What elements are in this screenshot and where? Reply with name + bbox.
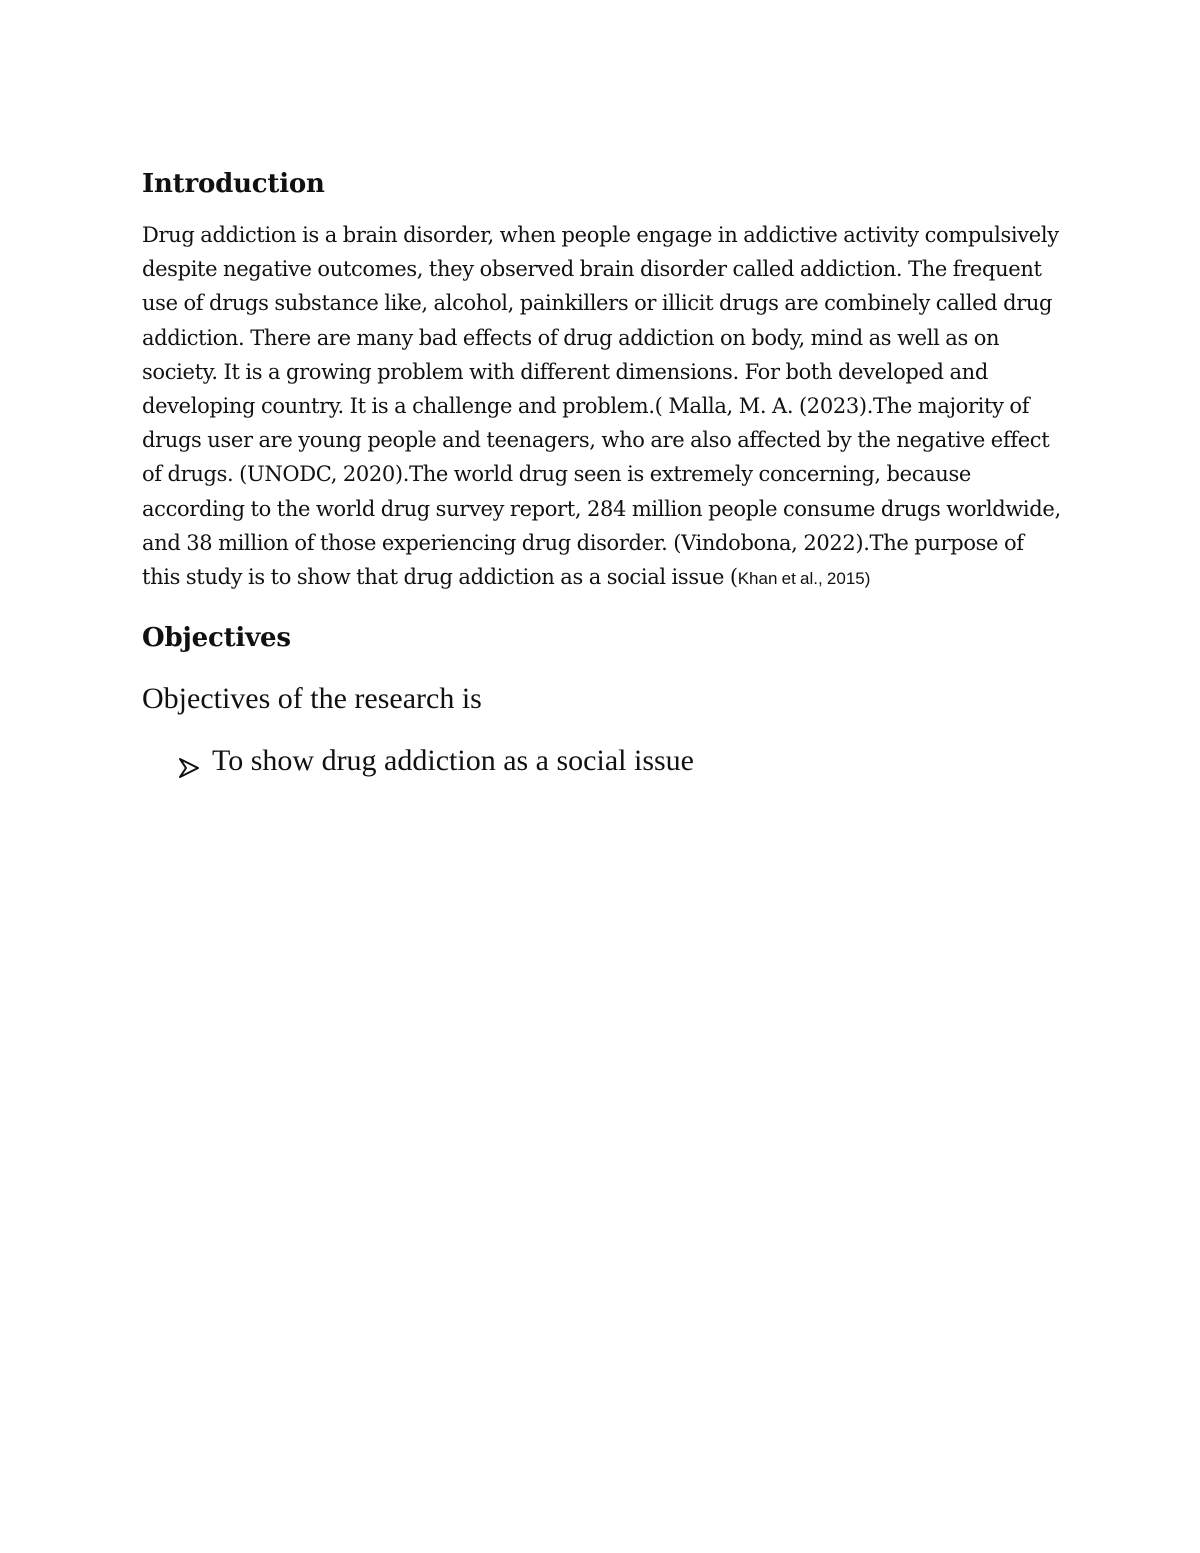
objective-item-text: To show drug addiction as a social issue	[212, 744, 694, 778]
introduction-paragraph	[142, 218, 1062, 596]
objective-list-item	[178, 741, 1062, 781]
objectives-heading: Objectives	[142, 623, 291, 654]
introduction-citation: Khan et al., 2015)	[737, 569, 871, 589]
objectives-list	[142, 741, 1062, 781]
document-content	[142, 164, 1062, 781]
objectives-lead-text: Objectives of the research is	[142, 682, 482, 716]
introduction-paragraph-text: Drug addiction is a brain disorder, when people engage in addictive activity compulsively despite negative outcomes, they observed brain disorder called addiction. The frequent use of drugs substance like, alcohol, painkillers or illicit drugs are combinely called drug addiction. There are many bad effects of drug addiction on body, mind as well as on society. It is a growing problem with different dimensions. For both developed and developing country. It is a challenge and problem.( Malla, M. A. (2023).The majority of drugs user are young people and teenagers, who are also affected by the negative effect of drugs. (UNODC, 2020).The world drug seen is extremely concerning, because according to the world drug survey report, 284 million people consume drugs worldwide, and 38 million of those experiencing drug disorder. (Vindobona, 2022).The purpose of this study is to show that drug addiction as a social issue (	[142, 223, 1061, 590]
arrowhead-bullet-icon	[178, 750, 200, 772]
introduction-heading: Introduction	[142, 169, 325, 199]
